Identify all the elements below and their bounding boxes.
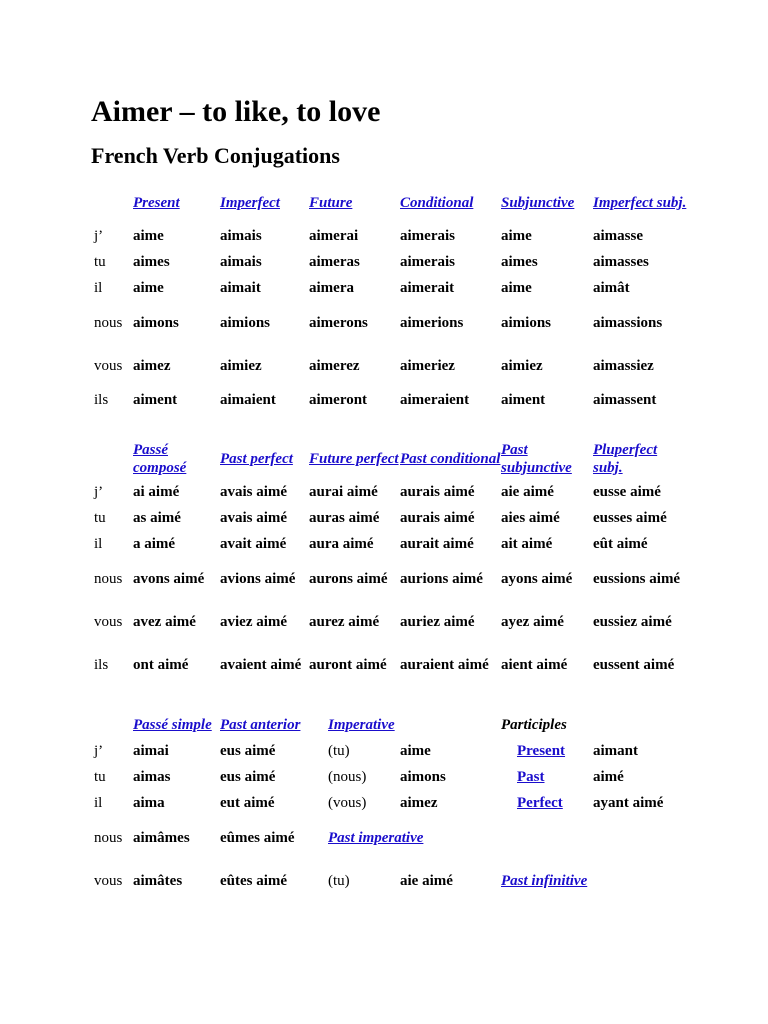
table-header-row [91,712,688,738]
link-past-subjunctive[interactable]: Past subjunctive [501,442,572,476]
link-past-perfect[interactable]: Past perfect [220,451,293,467]
conjugation-cell: aime [400,743,431,759]
conjugation-cell: auriez aimé [400,613,475,630]
conjugation-cell: aimes [501,254,538,270]
link-past-imperative[interactable]: Past imperative [328,829,424,846]
conjugation-cell: aimons [133,314,179,331]
link-future-perfect[interactable]: Future perfect [309,451,399,467]
imperative-person: (vous) [328,795,367,811]
conjugation-cell: aimions [501,314,552,331]
pronoun: tu [94,510,106,526]
conjugation-cell: aimions [220,314,271,331]
link-participle-present[interactable]: Present [517,743,566,759]
conjugation-cell: aimez [133,357,171,374]
conjugation-cell: aurais aimé [400,510,475,526]
page-subtitle: French Verb Conjugations [91,143,340,168]
link-future[interactable]: Future [309,195,353,211]
link-imperative[interactable]: Imperative [328,717,395,733]
pronoun: vous [94,872,123,889]
simple-tenses-table [91,183,688,413]
conjugation-cell: eussions aimé [593,570,681,587]
conjugation-cell: eussent aimé [593,656,675,673]
participle-form: ayant aimé [593,795,664,811]
conjugation-cell: a aimé [133,536,176,552]
pronoun: nous [94,570,123,587]
conjugation-cell: eut aimé [220,795,275,811]
conjugation-cell: aurai aimé [309,484,378,500]
imperative-person: (nous) [328,769,367,785]
conjugation-cell: auraient aimé [400,656,489,673]
pronoun: nous [94,314,123,331]
table-row [91,275,688,301]
conjugation-cell: eût aimé [593,536,648,552]
conjugation-cell: eus aimé [220,743,276,759]
conjugation-cell: aimâmes [133,829,190,846]
conjugation-cell: aimeraient [400,392,470,408]
pronoun: il [94,795,103,811]
link-conditional[interactable]: Conditional [400,195,474,211]
conjugation-cell: aimez [400,795,438,811]
conjugation-cell: aimerions [400,314,464,331]
pronoun: tu [94,769,106,785]
pronoun: vous [94,613,123,630]
link-passe-compose[interactable]: Passé composé [133,442,187,476]
conjugation-cell: aimasses [593,254,649,270]
pronoun: j’ [94,484,104,500]
conjugation-cell: aimerais [400,228,455,244]
conjugation-cell: aimais [220,228,262,244]
conjugation-cell: aie aimé [501,484,554,500]
conjugation-cell: aimiez [220,357,262,374]
pronoun: nous [94,829,123,846]
link-passe-simple[interactable]: Passé simple [133,717,212,733]
conjugation-cell: auront aimé [309,656,387,673]
conjugation-cell: avais aimé [220,510,288,526]
table-row [91,643,688,686]
pronoun: il [94,280,103,296]
table-row [91,600,688,643]
conjugation-cell: aime [133,228,164,244]
conjugation-cell: aiment [133,392,178,408]
pronoun: j’ [94,228,104,244]
table-row [91,344,688,387]
table-row [91,764,688,790]
conjugation-cell: aie aimé [400,872,453,889]
conjugation-cell: aimerait [400,280,455,296]
conjugation-cell: ayons aimé [501,570,573,587]
conjugation-cell: aimait [220,280,261,296]
conjugation-cell: aurait aimé [400,536,474,552]
conjugation-cell: aimassiez [593,357,654,374]
conjugation-cell: aimassions [593,314,663,331]
conjugation-cell: aimais [220,254,262,270]
link-participle-perfect[interactable]: Perfect [517,795,563,811]
conjugation-cell: aimerai [309,228,359,244]
conjugation-cell: as aimé [133,510,181,526]
conjugation-cell: eûtes aimé [220,872,288,889]
link-present[interactable]: Present [133,195,180,211]
link-imperfect-subjunctive[interactable]: Imperfect subj. [593,195,687,211]
conjugation-cell: aimeront [309,392,368,408]
table-row [91,301,688,344]
table-row [91,249,688,275]
conjugation-cell: aies aimé [501,510,560,526]
conjugation-cell: aimiez [501,357,543,374]
pronoun: tu [94,254,106,270]
table-row [91,505,688,531]
table-row [91,816,688,859]
conjugation-cell: avons aimé [133,570,205,587]
link-past-conditional[interactable]: Past conditional [400,451,501,467]
conjugation-cell: avait aimé [220,536,287,552]
conjugation-cell: aima [133,795,165,811]
conjugation-cell: aimassent [593,392,657,408]
conjugation-cell: aimai [133,743,169,759]
conjugation-cell: auras aimé [309,510,380,526]
link-past-anterior[interactable]: Past anterior [220,717,301,733]
pronoun: j’ [94,743,104,759]
conjugation-cell: aviez aimé [220,613,288,630]
conjugation-cell: aimerez [309,357,360,374]
conjugation-cell: aurons aimé [309,570,388,587]
pronoun: vous [94,357,123,374]
link-subjunctive[interactable]: Subjunctive [501,195,575,211]
conjugation-cell: avais aimé [220,484,288,500]
conjugation-cell: aurez aimé [309,613,380,630]
conjugation-cell: avez aimé [133,613,196,630]
conjugation-cell: aimeriez [400,357,455,374]
conjugation-cell: aurais aimé [400,484,475,500]
conjugation-cell: aient aimé [501,656,568,673]
table-row [91,387,688,413]
conjugation-cell: aimasse [593,228,643,244]
table-row [91,859,688,902]
participle-form: aimé [593,769,624,785]
document-page [91,93,711,902]
conjugation-cell: aimeras [309,254,360,270]
conjugation-cell: avions aimé [220,570,296,587]
conjugation-cell: ont aimé [133,656,189,673]
conjugation-cell: aimaient [220,392,276,408]
imperative-person: (tu) [328,872,350,889]
compound-tenses-table [91,439,688,686]
conjugation-cell: avaient aimé [220,656,302,673]
table-header-row [91,183,688,223]
link-pluperfect-subjunctive[interactable]: Pluperfect subj. [593,442,658,476]
conjugation-cell: aura aimé [309,536,374,552]
conjugation-cell: aimâtes [133,872,183,889]
table-row [91,557,688,600]
table-row [91,790,688,816]
other-forms-table [91,712,688,902]
table-row [91,531,688,557]
link-participle-past[interactable]: Past [517,769,545,785]
conjugation-cell: eusses aimé [593,510,667,526]
link-past-infinitive[interactable]: Past infinitive [501,872,588,889]
table-header-row [91,439,688,479]
table-row [91,738,688,764]
conjugation-cell: aurions aimé [400,570,483,587]
conjugation-cell: ait aimé [501,536,553,552]
conjugation-cell: aimons [400,769,446,785]
participle-form: aimant [593,743,638,759]
conjugation-cell: aime [133,280,164,296]
table-row [91,479,688,505]
participles-heading: Participles [501,717,567,733]
conjugation-cell: ayez aimé [501,613,564,630]
conjugation-cell: aimât [593,280,630,296]
conjugation-cell: ai aimé [133,484,180,500]
conjugation-cell: eussiez aimé [593,613,672,630]
page-title: Aimer – to like, to love [91,95,381,128]
pronoun: ils [94,656,109,673]
conjugation-cell: eusse aimé [593,484,661,500]
conjugation-cell: aimera [309,280,354,296]
conjugation-cell: aimas [133,769,171,785]
conjugation-cell: aimerons [309,314,368,331]
table-row [91,223,688,249]
conjugation-cell: aime [501,228,532,244]
conjugation-cell: aiment [501,392,546,408]
link-imperfect[interactable]: Imperfect [220,195,280,211]
pronoun: ils [94,392,109,408]
conjugation-cell: eûmes aimé [220,829,295,846]
conjugation-cell: aimes [133,254,170,270]
conjugation-cell: aime [501,280,532,296]
conjugation-cell: aimerais [400,254,455,270]
conjugation-cell: eus aimé [220,769,276,785]
pronoun: il [94,536,103,552]
imperative-person: (tu) [328,743,350,759]
